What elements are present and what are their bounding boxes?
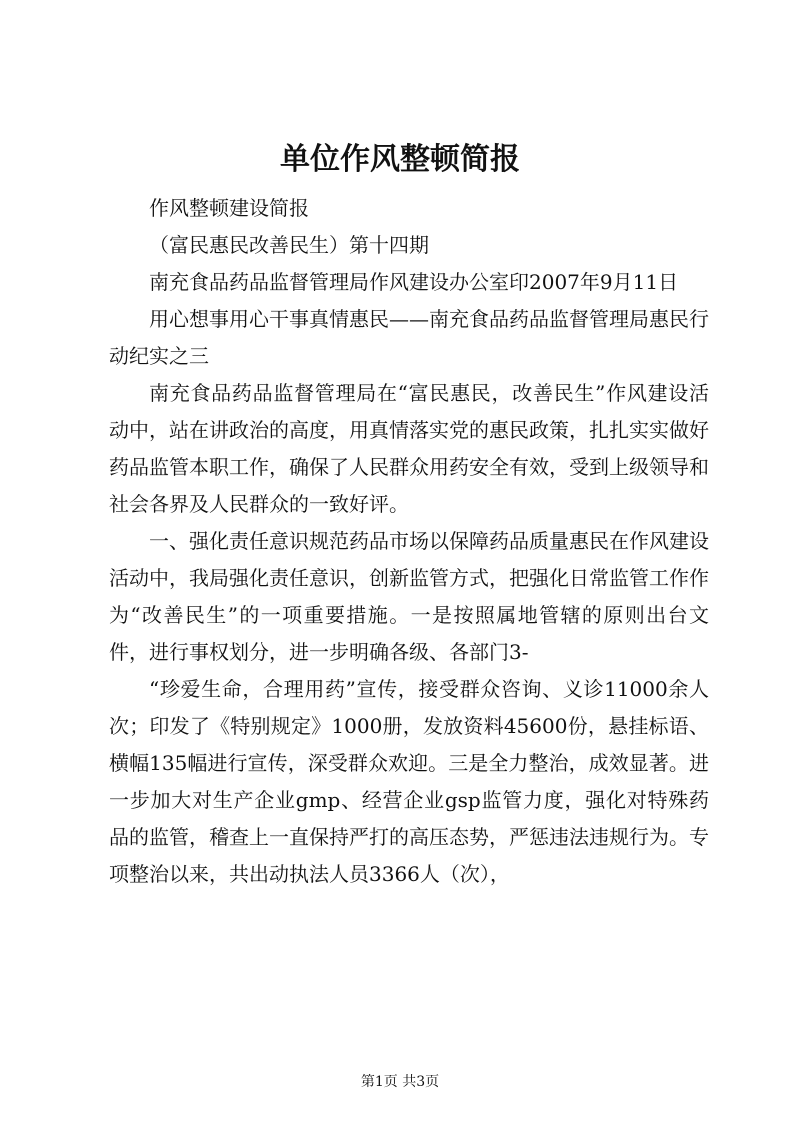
paragraph-issue: （富民惠民改善民生）第十四期 bbox=[149, 233, 429, 257]
page-footer: 第1页 共3页 bbox=[360, 1074, 440, 1090]
paragraph-section-one: 一、强化责任意识规范药品市场以保障药品质量惠民在作风建设活动中，我局强化责任意识，创新监管方式，把强化日常监管工作作为“改善民生”的一项重要措施。一是按照属地管辖的原则出台文件，进行事权划分，进一步明确各级、各部门3- bbox=[109, 529, 709, 664]
paragraph-section-continued: “珍爱生命，合理用药”宣传，接受群众咨询、义诊11000余人次；印发了《特别规定》1000册，发放资料45600份，悬挂标语、横幅135幅进行宣传，深受群众欢迎。三是全力整治，成效显著。进一步加大对生产企业gmp、经营企业gsp监管力度，强化对特殊药品的监管，稽查上一直保持严打的高压态势，严惩违法违规行为。专项整治以来，共出动执法人员3366人（次）， bbox=[109, 677, 709, 886]
paragraph-headline: 用心想事用心干事真情惠民——南充食品药品监督管理局惠民行动纪实之三 bbox=[109, 307, 709, 368]
document-body bbox=[109, 190, 709, 893]
paragraph-publisher: 南充食品药品监督管理局作风建设办公室印2007年9月11日 bbox=[149, 270, 679, 294]
paragraph-subtitle: 作风整顿建设简报 bbox=[149, 196, 309, 220]
document-title: 单位作风整顿简报 bbox=[280, 142, 520, 177]
paragraph-intro: 南充食品药品监督管理局在“富民惠民，改善民生”作风建设活动中，站在讲政治的高度，用真情落实党的惠民政策，扎扎实实做好药品监管本职工作，确保了人民群众用药安全有效，受到上级领导和社会各界及人民群众的一致好评。 bbox=[109, 381, 709, 516]
